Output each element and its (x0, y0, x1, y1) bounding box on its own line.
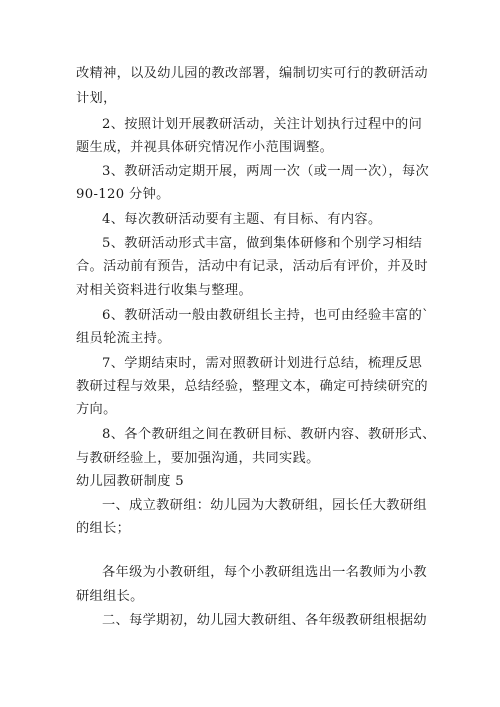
text-line: 二、每学期初，幼儿园大教研组、各年级教研组根据幼 (102, 613, 427, 628)
text-line: 的组长； (76, 521, 131, 536)
text-line: 对相关资料进行收集与整理。 (76, 283, 252, 298)
text-line: 组员轮流主持。 (76, 331, 171, 346)
text-line: 8、各个教研组之间在教研目标、教研内容、教研形式、 (102, 427, 436, 442)
text-line: 改精神，以及幼儿园的教改部署，编制切实可行的教研活动 (76, 66, 428, 81)
text-line: 研组组长。 (76, 589, 144, 604)
text-line: 题生成，并视具体研究情况作小范围调整。 (76, 140, 334, 155)
text-line: 一、成立教研组：幼儿园为大教研组，园长任大教研组 (102, 498, 427, 513)
text-line: 5、教研活动形式丰富，做到集体研修和个别学习相结 (102, 236, 423, 251)
text-line: 教研过程与效果，总结经验，整理文本，确定可持续研究的 (76, 379, 428, 394)
text-line: 合。活动前有预告，活动中有记录，活动后有评价，并及时 (76, 259, 428, 274)
text-line: 3、教研活动定期开展，两周一次（或一周一次），每次 (102, 164, 430, 179)
text-line: 与教研经验上，要加强沟通，共同实践。 (76, 451, 320, 466)
text-line: 计划， (76, 91, 117, 106)
text-line: 方向。 (76, 402, 117, 417)
text-line: 90-120 分钟。 (76, 187, 170, 202)
text-line: 4、每次教研活动要有主题、有目标、有内容。 (102, 212, 382, 227)
text-line: 2、按照计划开展教研活动，关注计划执行过程中的问 (102, 117, 423, 132)
text-line: 7、学期结束时，需对照教研计划进行总结，梳理反思 (102, 356, 423, 371)
section-heading: 幼儿园教研制度 5 (76, 474, 185, 489)
text-line: 6、教研活动一般由教研组长主持，也可由经验丰富的` (102, 308, 430, 323)
text-line: 各年级为小教研组，每个小教研组选出一名教师为小教 (102, 565, 427, 580)
